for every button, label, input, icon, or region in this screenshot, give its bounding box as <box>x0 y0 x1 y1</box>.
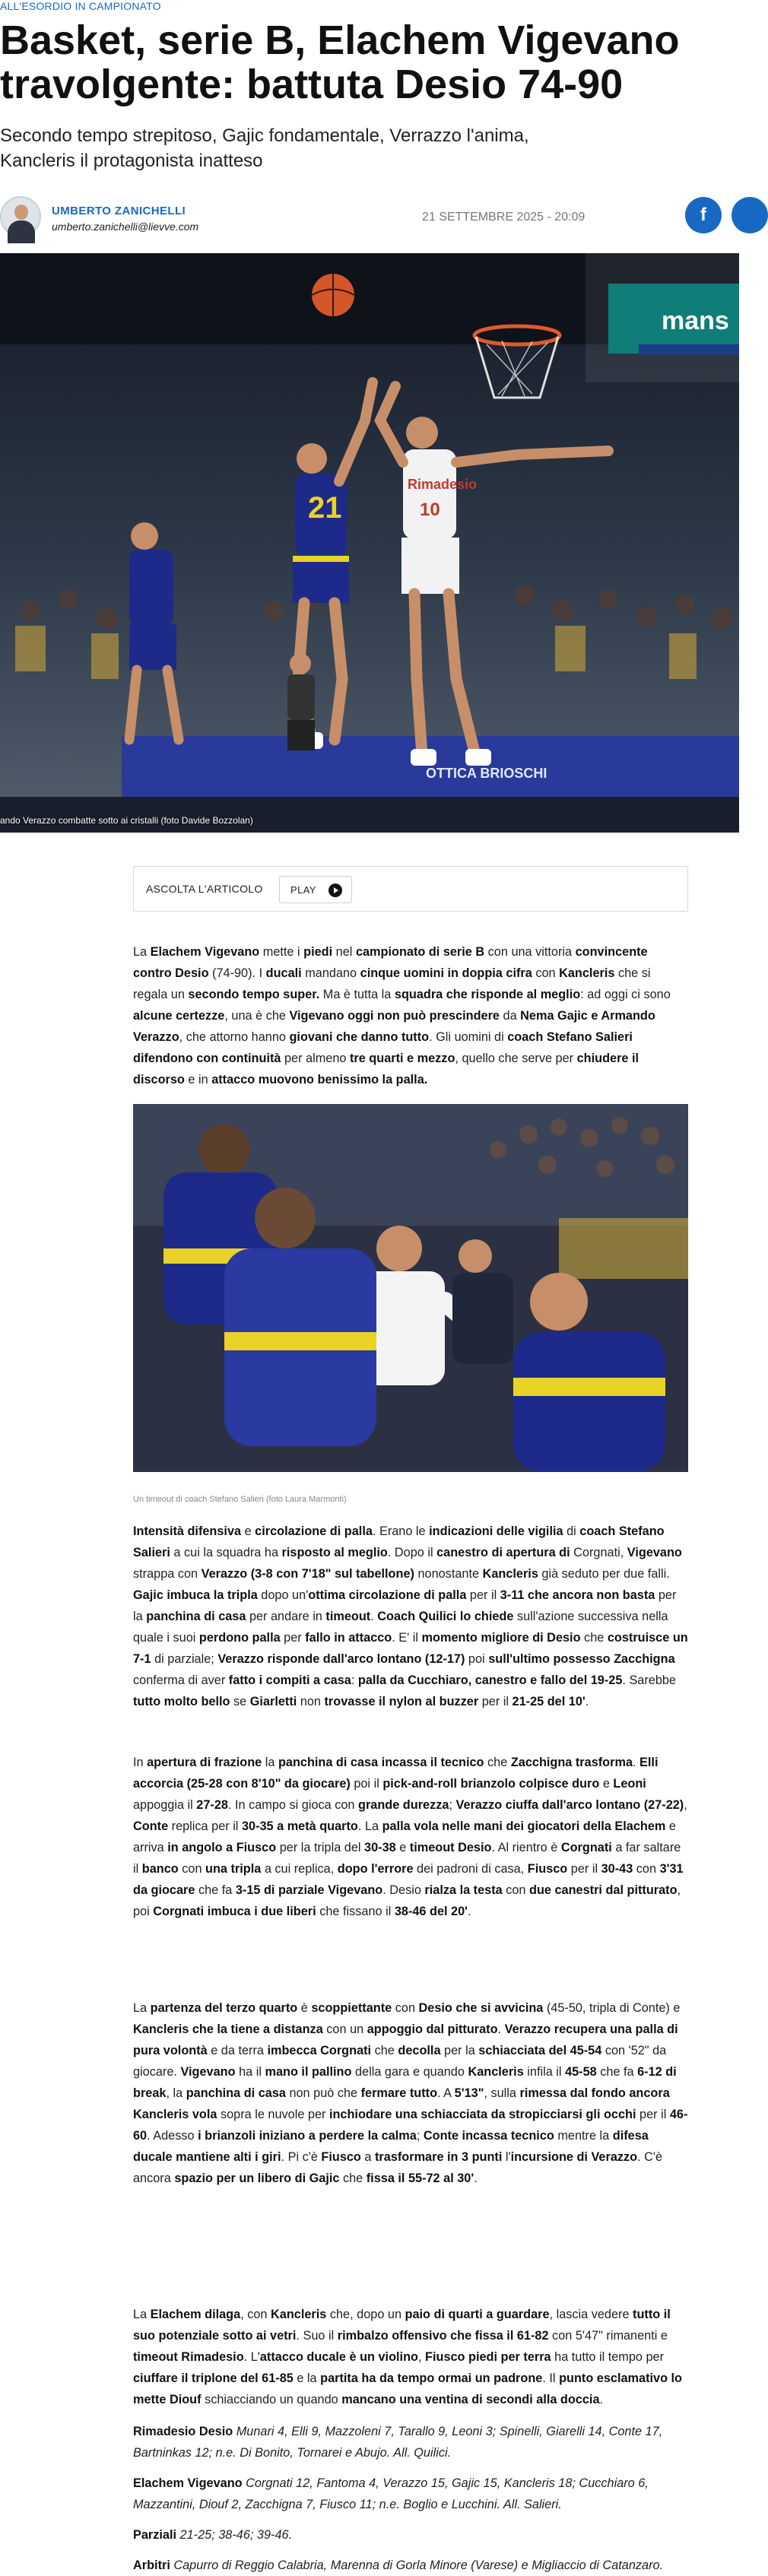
paragraph-text: , <box>684 1798 687 1812</box>
emphasis-text: inchiodare una schiacciata da stropicciarsi gli occhi <box>328 2108 636 2121</box>
paragraph-text: che si regala un <box>133 966 651 1001</box>
emphasis-text: palla da Cucchiaro, canestro e fallo del 19-25 <box>357 1673 623 1687</box>
paragraph-text: . Suo il <box>296 2329 338 2343</box>
paragraph-text: , che attorno hanno <box>179 1030 290 1044</box>
author-avatar[interactable] <box>0 196 41 237</box>
emphasis-text: momento migliore di Desio <box>421 1631 581 1645</box>
paragraph-text: sull'azione successiva nella quale i suoi <box>133 1610 668 1645</box>
emphasis-text: Arbitri <box>133 2559 170 2572</box>
facebook-share-button[interactable] <box>685 197 722 233</box>
paragraph-text: . <box>599 2393 604 2406</box>
byline <box>0 194 739 241</box>
emphasis-text: 46-60 <box>133 2108 688 2143</box>
emphasis-text: 3-15 di parziale Vigevano <box>235 1883 383 1897</box>
emphasis-text: Kancleris <box>482 1567 538 1581</box>
paragraph-text: con una vittoria <box>484 945 576 959</box>
paragraph-text: ha tutto il tempo per <box>551 2350 665 2364</box>
emphasis-text: scoppiettante <box>311 2001 392 2015</box>
paragraph-text: e da terra <box>207 2044 268 2057</box>
emphasis-text: perdono palla <box>198 1631 281 1645</box>
paragraph-text: per <box>280 1631 306 1645</box>
paragraph-text: Munari 4, Elli 9, Mazzoleni 7, Tarallo 9, Leoni 3; Spinelli, Giarelli 14, Conte 17, Bartninkas 12; n.e. Di Bonito, Tornarei e Abujo. All. Quilici. <box>133 2425 663 2460</box>
paragraph-text: , la <box>166 2086 186 2100</box>
emphasis-text: panchina di casa <box>146 1610 246 1623</box>
emphasis-text: Elachem Vigevano <box>150 945 260 959</box>
paragraph-text: Corgnati, <box>570 1546 627 1559</box>
paragraph-text: schiacciando un quando <box>201 2393 342 2406</box>
emphasis-text: due canestri dal pitturato <box>529 1883 678 1897</box>
emphasis-text: trovasse il nylon al buzzer <box>324 1695 479 1708</box>
paragraph-text: a far saltare il <box>133 1841 681 1876</box>
emphasis-text: 30-35 a metà quarto <box>241 1819 358 1833</box>
paragraph-text: . Adesso <box>147 2129 198 2143</box>
facebook-icon: f <box>700 205 706 225</box>
emphasis-text: coach Stefano Salieri <box>133 1524 665 1559</box>
emphasis-text: Gajic imbuca la tripla <box>133 1588 258 1602</box>
paragraph-text: . Pi c'è <box>281 2150 322 2164</box>
emphasis-text: i brianzoli iniziano a perdere la calma <box>198 2129 417 2143</box>
paragraph-text: che, dopo un <box>326 2308 405 2321</box>
paragraph-text: . Gli uomini di <box>429 1030 508 1044</box>
emphasis-text: Fiusco <box>321 2150 361 2164</box>
emphasis-text: Kancleris <box>468 2065 524 2079</box>
emphasis-text: Corgnati imbuca i due liberi <box>153 1905 316 1918</box>
emphasis-text: Parziali <box>133 2528 177 2542</box>
paragraph-text: e la <box>293 2371 321 2385</box>
avatar-body <box>8 220 35 243</box>
article-title: Basket, serie B, Elachem Vigevano travolgente: battuta Desio 74-90 <box>0 17 680 107</box>
paragraph-text: della gara e quando <box>351 2065 468 2079</box>
emphasis-text: Kancleris <box>271 2308 327 2321</box>
emphasis-text: canestro di apertura di <box>436 1546 570 1559</box>
emphasis-text: Rimadesio Desio <box>133 2425 233 2438</box>
emphasis-text: Leoni <box>613 1777 646 1791</box>
paragraph-text: strappa con <box>133 1567 202 1581</box>
paragraph-text: l' <box>502 2150 511 2164</box>
emphasis-text: risposto al meglio <box>281 1546 388 1559</box>
lineup-desio <box>133 2421 688 2463</box>
paragraph-text: . Erano le <box>372 1524 430 1538</box>
article-subtitle: Secondo tempo strepitoso, Gajic fondamentale, Verrazzo l'anima, Kancleris il protagonista inatteso <box>0 125 529 171</box>
emphasis-text: rimbalzo offensivo che fissa il 61-82 <box>337 2329 549 2343</box>
emphasis-text: 3-11 che ancora non basta <box>500 1588 655 1602</box>
emphasis-text: dopo l'errore <box>337 1862 414 1876</box>
paragraph-text: (45-50, tripla di Conte) e <box>543 2001 681 2015</box>
paragraph-text: già seduto per due falli. <box>538 1567 670 1581</box>
emphasis-text: tutto il suo potenziale sotto ai vetri <box>133 2308 671 2343</box>
hero-illustration <box>0 253 739 833</box>
article-paragraph-1 <box>133 941 688 1090</box>
emphasis-text: panchina di casa incassa il tecnico <box>278 1756 484 1769</box>
paragraph-text: . E' il <box>392 1631 422 1645</box>
emphasis-text: paio di quarti a guardare <box>405 2308 550 2321</box>
paragraph-text: nonostante <box>414 1567 483 1581</box>
emphasis-text: fallo in attacco <box>305 1631 392 1645</box>
paragraph-text: , <box>417 2350 426 2364</box>
emphasis-text: palla vola nelle mani dei giocatori della Elachem <box>382 1819 666 1833</box>
emphasis-text: una tripla <box>205 1862 262 1876</box>
paragraph-text: conferma di aver <box>133 1673 229 1687</box>
emphasis-text: banco <box>141 1862 179 1876</box>
emphasis-text: Elachem Vigevano <box>133 2476 243 2490</box>
paragraph-text: Capurro di Reggio Calabria, Marenna di Gorla Minore (Varese) e Migliaccio di Catanzaro. <box>170 2559 664 2572</box>
paragraph-text: se <box>230 1695 250 1708</box>
emphasis-text: Vigevano <box>627 1546 682 1559</box>
emphasis-text: coach Stefano Salieri difendono con continuità <box>133 1030 633 1065</box>
emphasis-text: convincente contro Desio <box>133 945 648 980</box>
paragraph-text: . <box>585 1695 589 1708</box>
paragraph-text: che <box>580 1631 608 1645</box>
paragraph-text: non può che <box>285 2086 361 2100</box>
emphasis-text: 5'13" <box>454 2086 484 2100</box>
publish-date: 21 SETTEMBRE 2025 - 20:09 <box>422 211 586 224</box>
emphasis-text: ottima circolazione di palla <box>308 1588 467 1602</box>
emphasis-text: Elli accorcia (25-28 con 8'10" da giocare) <box>133 1756 659 1791</box>
emphasis-text: fissa il 55-72 al 30' <box>366 2172 474 2185</box>
paragraph-text: a <box>360 2150 375 2164</box>
emphasis-text: fatto i compiti a casa <box>228 1673 351 1687</box>
paragraph-text: per almeno <box>281 1052 350 1065</box>
article-paragraph-5 <box>133 2304 688 2410</box>
emphasis-text: attacco muovono benissimo la palla. <box>211 1073 428 1087</box>
paragraph-text: con <box>178 1862 206 1876</box>
referees <box>133 2555 688 2576</box>
emphasis-text: grande durezza <box>358 1798 449 1812</box>
paragraph-text: e in <box>184 1073 212 1087</box>
paragraph-text: poi il <box>350 1777 383 1791</box>
emphasis-text: decolla <box>398 2044 441 2057</box>
paragraph-text: In <box>133 1756 148 1769</box>
emphasis-text: 38-46 del 20' <box>394 1905 468 1918</box>
paragraph-text: per la <box>440 2044 479 2057</box>
paragraph-text: appoggia il <box>133 1798 197 1812</box>
play-icon <box>328 884 342 897</box>
emphasis-text: Conte incassa tecnico <box>423 2129 554 2143</box>
paragraph-text: La <box>133 2001 151 2015</box>
paragraph-text: per la <box>133 1588 677 1623</box>
jersey-number-right: 10 <box>420 500 440 520</box>
paragraph-text: La <box>133 945 151 959</box>
emphasis-text: 6-12 di break <box>133 2065 677 2100</box>
paragraph-text: con <box>532 966 560 980</box>
paragraph-text: da <box>500 1009 521 1023</box>
paragraph-text: con <box>502 1883 530 1897</box>
emphasis-text: Intensità difensiva <box>133 1524 242 1538</box>
paragraph-text: e <box>395 1841 410 1854</box>
paragraph-text: . A <box>437 2086 455 2100</box>
listen-article-box <box>133 866 688 912</box>
emphasis-text: campionato di serie B <box>355 945 485 959</box>
emphasis-text: punto esclamativo lo mette Diouf <box>133 2371 683 2406</box>
emphasis-text: ducali <box>265 966 302 980</box>
emphasis-text: Nema Gajic e Armando Verazzo <box>133 1009 655 1044</box>
paragraph-text: Corgnati 12, Fantoma 4, Verazzo 15, Gajic 15, Kancleris 18; Cucchiaro 6, Mazzantini, Diouf 2, Zacchigna 7, Fiusco 11; n.e. Boglio e Lucchini. All. Salieri. <box>133 2476 649 2511</box>
emphasis-text: Desio che si avvicina <box>418 2001 544 2015</box>
paragraph-text: replica per il <box>168 1819 242 1833</box>
emphasis-text: chiudere il discorso <box>133 1052 639 1087</box>
emphasis-text: mano il pallino <box>265 2065 352 2079</box>
paragraph-text: . <box>632 1756 640 1769</box>
emphasis-text: costruisce un 7-1 <box>133 1631 688 1666</box>
emphasis-text: Corgnati <box>560 1841 612 1854</box>
timeout-illustration <box>133 1104 688 1472</box>
paragraph-text: . L' <box>243 2350 260 2364</box>
emphasis-text: tre quarti e mezzo <box>349 1052 455 1065</box>
paragraph-text: è <box>297 2001 312 2015</box>
emphasis-text: Vigevano <box>180 2065 236 2079</box>
jersey-brand: Rimadesio <box>408 477 478 492</box>
emphasis-text: 3'31 da giocare <box>133 1862 684 1897</box>
emphasis-text: Coach Quilici lo chiede <box>377 1610 514 1623</box>
emphasis-text: 30-43 <box>601 1862 633 1876</box>
emphasis-text: partita ha da tempo ormai un padrone <box>320 2371 543 2385</box>
emphasis-text: schiacciata del 45-54 <box>478 2044 602 2057</box>
emphasis-text: appoggio dal pitturato <box>367 2022 498 2036</box>
paragraph-text: (74-90). I <box>208 966 266 980</box>
article-paragraph-2 <box>133 1521 688 1712</box>
paragraph-text: infila il <box>523 2065 566 2079</box>
avatar-head <box>14 205 28 220</box>
paragraph-text: con <box>633 1862 660 1876</box>
paragraph-text: . C'è ancora <box>133 2150 663 2185</box>
paragraph-text: , quello che serve per <box>455 1052 577 1065</box>
paragraph-text: . <box>468 1905 471 1918</box>
timeout-photo-caption: Un timeout di coach Stefano Salieri (foto Laura Marmonti) <box>133 1495 347 1504</box>
paragraph-text: . <box>474 2172 478 2185</box>
emphasis-text: squadra che risponde al meglio <box>394 988 581 1001</box>
paragraph-text: , una è che <box>224 1009 290 1023</box>
paragraph-text: . <box>370 1610 378 1623</box>
paragraph-text: per il <box>466 1588 500 1602</box>
paragraph-text: che <box>339 2172 367 2185</box>
emphasis-text: circolazione di palla <box>255 1524 373 1538</box>
emphasis-text: 30-38 <box>364 1841 396 1854</box>
emphasis-text: in angolo a Fiusco <box>167 1841 277 1854</box>
emphasis-text: Conte <box>133 1819 169 1833</box>
paragraph-text: per il <box>567 1862 601 1876</box>
paragraph-text: . Dopo il <box>387 1546 437 1559</box>
twitter-share-button[interactable] <box>732 197 768 233</box>
emphasis-text: Verazzo recupera una palla di pura volontà <box>133 2022 678 2057</box>
paragraph-text: la <box>262 1756 278 1769</box>
emphasis-text: Verazzo risponde dall'arco lontano (12-17) <box>217 1652 465 1666</box>
paragraph-text: ha il <box>235 2065 265 2079</box>
emphasis-text: rialza la testa <box>424 1883 503 1897</box>
paragraph-text: non <box>297 1695 325 1708</box>
emphasis-text: attacco ducale è un violino <box>259 2350 418 2364</box>
hero-caption: ando Verazzo combatte sotto ai cristalli (foto Davide Bozzolan) <box>0 815 253 826</box>
emphasis-text: Zacchigna trasforma <box>510 1756 633 1769</box>
paragraph-text: nel <box>332 945 356 959</box>
paragraph-text: . Al rientro è <box>491 1841 561 1854</box>
paragraph-text: sopra le nuvole per <box>217 2108 329 2121</box>
paragraph-text: per andare in <box>246 1610 326 1623</box>
paragraph-text: , con <box>240 2308 271 2321</box>
emphasis-text: difesa ducale mantiene alti i giri <box>133 2129 649 2164</box>
emphasis-text: Kancleris <box>559 966 615 980</box>
paragraph-text: , lascia vedere <box>549 2308 633 2321</box>
play-label: PLAY <box>290 884 316 896</box>
paragraph-text: ; <box>416 2129 424 2143</box>
emphasis-text: Elachem dilaga <box>150 2308 241 2321</box>
paragraph-text: che fissano il <box>316 1905 395 1918</box>
emphasis-text: Vigevano oggi non può prescindere <box>289 1009 500 1023</box>
paragraph-text: a cui replica, <box>261 1862 338 1876</box>
paragraph-text: che <box>371 2044 398 2057</box>
partial-scores <box>133 2524 688 2546</box>
emphasis-text: Giarletti <box>249 1695 297 1708</box>
listen-label: ASCOLTA L'ARTICOLO <box>146 883 263 895</box>
emphasis-text: Kancleris che la tiene a distanza <box>133 2022 323 2036</box>
emphasis-text: secondo tempo super. <box>188 988 320 1001</box>
emphasis-text: sull'ultimo possesso Zacchigna <box>488 1652 675 1666</box>
paragraph-text: mette i <box>259 945 304 959</box>
jersey-number-left: 21 <box>308 491 342 525</box>
hero-photo <box>0 253 739 833</box>
emphasis-text: timeout Desio <box>409 1841 492 1854</box>
emphasis-text: indicazioni delle vigilia <box>429 1524 563 1538</box>
paragraph-text: . Desio <box>382 1883 425 1897</box>
paragraph-text: La <box>133 2308 151 2321</box>
paragraph-text: . La <box>357 1819 382 1833</box>
emphasis-text: partenza del terzo quarto <box>150 2001 298 2015</box>
board-text: OTTICA BRIOSCHI <box>426 766 547 781</box>
paragraph-text: di <box>563 1524 580 1538</box>
paragraph-text: . Il <box>542 2371 560 2385</box>
paragraph-text: , sulla <box>484 2086 520 2100</box>
emphasis-text: Verazzo (3-8 con 7'18" sul tabellone) <box>201 1567 414 1581</box>
paragraph-text: . Sarebbe <box>622 1673 676 1687</box>
paragraph-text: che fa <box>195 1883 236 1897</box>
paragraph-text: mentre la <box>554 2129 613 2143</box>
paragraph-text: mandano <box>301 966 360 980</box>
paragraph-text: per il <box>478 1695 513 1708</box>
article-paragraph-3 <box>133 1752 688 1922</box>
paragraph-text: . <box>497 2022 505 2036</box>
paragraph-text: per la tripla del <box>276 1841 365 1854</box>
emphasis-text: Fiusco piedi per terra <box>425 2350 551 2364</box>
emphasis-text: pick-and-roll brianzolo colpisce duro <box>382 1777 600 1791</box>
paragraph-text: : ad oggi ci sono <box>580 988 671 1001</box>
author-email[interactable]: umberto.zanichelli@lievve.com <box>52 220 199 233</box>
emphasis-text: Verazzo ciuffa dall'arco lontano (27-22) <box>455 1798 684 1812</box>
paragraph-text: Ma è tutta la <box>319 988 395 1001</box>
emphasis-text: 45-58 <box>565 2065 597 2079</box>
paragraph-text: con 5'47" rimanenti e <box>548 2329 668 2343</box>
emphasis-text: mancano una ventina di secondi alla doccia <box>341 2393 600 2406</box>
paragraph-text: di parziale; <box>151 1652 218 1666</box>
play-button[interactable] <box>279 876 352 903</box>
paragraph-text: : <box>351 1673 358 1687</box>
paragraph-text: per il <box>636 2108 670 2121</box>
paragraph-text: a cui la squadra ha <box>170 1546 282 1559</box>
emphasis-text: ciuffare il triplone del 61-85 <box>133 2371 294 2385</box>
emphasis-text: fermare tutto <box>360 2086 438 2100</box>
lineup-vigevano <box>133 2473 688 2515</box>
paragraph-text: . In campo si gioca con <box>227 1798 358 1812</box>
paragraph-text: , poi <box>133 1883 681 1918</box>
emphasis-text: giovani che danno tutto <box>289 1030 430 1044</box>
emphasis-text: panchina di casa <box>186 2086 286 2100</box>
emphasis-text: timeout <box>325 1610 371 1623</box>
emphasis-text: apertura di frazione <box>147 1756 262 1769</box>
banner-text: mans <box>662 306 729 335</box>
emphasis-text: spazio per un libero di Gajic <box>174 2172 340 2185</box>
emphasis-text: tutto molto bello <box>133 1695 230 1708</box>
emphasis-text: piedi <box>303 945 333 959</box>
emphasis-text: rimessa dal fondo ancora Kancleris vola <box>133 2086 670 2121</box>
paragraph-text: con '52" da giocare. <box>133 2044 667 2079</box>
emphasis-text: 27-28 <box>196 1798 228 1812</box>
emphasis-text: incursione di Verazzo <box>510 2150 638 2164</box>
article-paragraph-4 <box>133 1997 688 2189</box>
author-name[interactable]: UMBERTO ZANICHELLI <box>52 205 186 217</box>
paragraph-text: e arriva <box>133 1819 676 1854</box>
paragraph-text: e <box>599 1777 614 1791</box>
paragraph-text: ; <box>449 1798 456 1812</box>
emphasis-text: Fiusco <box>527 1862 568 1876</box>
paragraph-text: con un <box>322 2022 367 2036</box>
paragraph-text: che <box>484 1756 511 1769</box>
emphasis-text: imbecca Corgnati <box>267 2044 372 2057</box>
paragraph-text: dei padroni di casa, <box>413 1862 528 1876</box>
timeout-photo <box>133 1104 688 1472</box>
emphasis-text: trasformare in 3 punti <box>375 2150 503 2164</box>
paragraph-text: dopo un' <box>257 1588 309 1602</box>
emphasis-text: cinque uomini in doppia cifra <box>360 966 532 980</box>
paragraph-text: e <box>241 1524 255 1538</box>
emphasis-text: 21-25 del 10' <box>512 1695 586 1708</box>
emphasis-text: timeout Rimadesio <box>133 2350 244 2364</box>
paragraph-text: che fa <box>596 2065 638 2079</box>
paragraph-text: con <box>392 2001 419 2015</box>
paragraph-text: 21-25; 38-46; 39-46. <box>176 2528 293 2542</box>
paragraph-text: poi <box>465 1652 489 1666</box>
article-kicker[interactable]: ALL'ESORDIO IN CAMPIONATO <box>0 0 161 12</box>
emphasis-text: alcune certezze <box>133 1009 225 1023</box>
